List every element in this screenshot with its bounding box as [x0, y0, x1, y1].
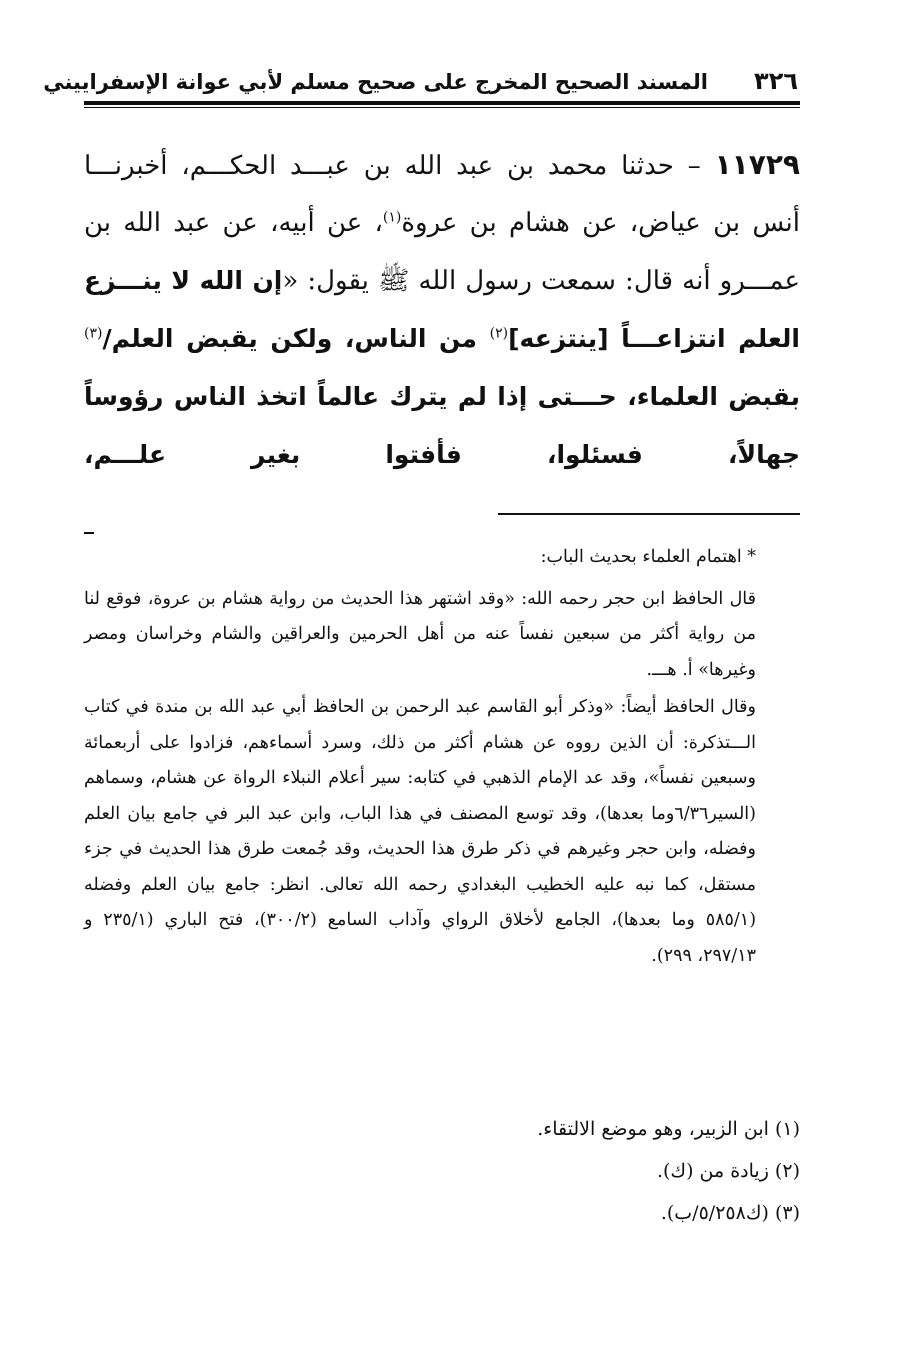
footnote-ref-3: (٣): [84, 325, 103, 342]
comment-title: * اهتمام العلماء بحديث الباب:: [540, 547, 756, 567]
footnote-ref-2: (٢): [489, 325, 509, 342]
footnotes: [84, 1108, 800, 1234]
running-title: المسند الصحيح المخرج على صحيح مسلم لأبي عوانة الإسفراييني: [43, 70, 708, 94]
isnad-part-2: ، عن أبيه، عن عبد الله بن عمـــرو أنه قال: سمعت رسول الله ﷺ يقول: «: [84, 208, 800, 296]
footnote-ref-1: (١): [382, 209, 402, 226]
isnad-part-1: حدثنا محمد بن عبد الله بن عبـــد الحكـــم، أخبرنـــا أنس بن عياض، عن هشام بن عروة: [84, 151, 800, 238]
page-header: [43, 66, 798, 100]
matn-part-2: من الناس، ولكن يقبض العلم/: [102, 324, 490, 353]
page-number: ٣٢٦: [754, 67, 798, 95]
hadith-dash: –: [687, 151, 701, 181]
footnote-1: (١) ابن الزبير، وهو موضع الالتقاء.: [537, 1118, 800, 1140]
continuation-mark: [84, 532, 94, 534]
matn-part-1: إن الله لا ينـــزع العلم انتزاعـــاً [ينتزعه]: [84, 266, 801, 353]
comment-paragraph-1: قال الحافظ ابن حجر رحمه الله: «وقد اشتهر هذا الحديث من رواية هشام بن عروة، فوقع لنا من رواية أكثر من سبعين نفساً عنه من أهل الحرمين والعراقين والشام وخراسان ومصر وغيرها» أ. هـــ.: [84, 588, 756, 680]
matn-part-3: بقبض العلماء، حـــتى إذا لم يترك عالماً اتخذ الناس رؤوساً جهالاً، فسئلوا، فأفتوا بغير علـــم،: [84, 382, 800, 469]
footnote-2: (٢) زيادة من (ك).: [656, 1160, 800, 1182]
footnote-3: (٣) (ك٥/٢٥٨/ب).: [660, 1202, 800, 1224]
header-rule-thin: [84, 107, 800, 108]
comment-paragraph-2: وقال الحافظ أيضاً: «وذكر أبو القاسم عبد الرحمن بن الحافظ أبي عبد الله بن مندة في كتاب الـــتذكرة: أن الذين رووه عن هشام أكثر من ذلك، وسرد أسماءهم، فزادوا على أربعمائة وسبعين نفساً»، وقد عد الإمام الذهبي في كتابه: سير أعلام النبلاء الرواة عن هشام، وسماهم (السير٦/٣٦وما بعدها)، وقد توسع المصنف في هذا الباب، وابن عبد البر في جامع بيان العلم وفضله، وابن حجر وغيرهم في ذكر طرق هذا الحديث، وقد جُمعت طرق هذا الحديث في جزء مستقل، كما نبه عليه الخطيب البغدادي رحمه الله تعالى. انظر: جامع بيان العلم وفضله (٥٨٥/١ وما بعدها)، الجامع لأخلاق الرواي وآداب السامع (٣٠٠/٢)، فتح الباري (٢٣٥/١ و ٢٩٧/١٣، ٢٩٩).: [84, 697, 757, 966]
footnote-separator: [498, 513, 800, 515]
hadith-number: ١١٧٢٩: [714, 148, 801, 181]
scholarly-comment: [84, 540, 756, 976]
hadith-text: [84, 136, 800, 484]
header-rule-thick: [84, 101, 800, 105]
